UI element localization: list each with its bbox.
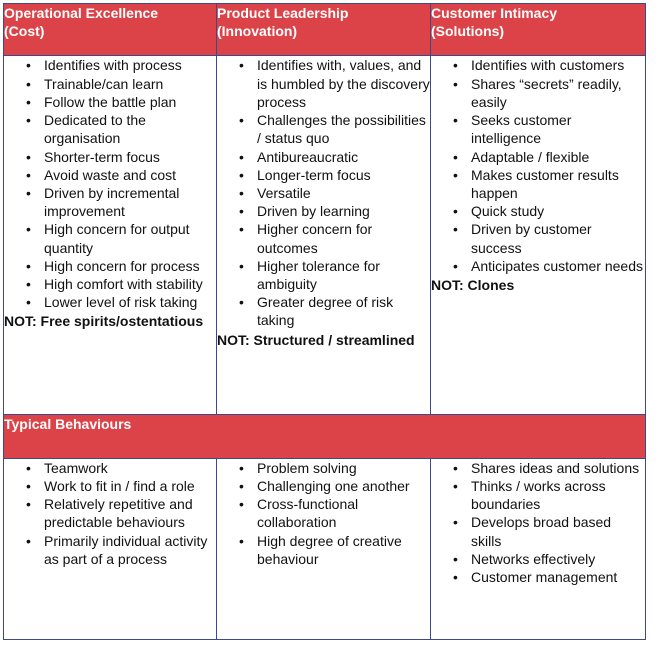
list-item: • Networks effectively — [431, 550, 645, 568]
list-item: • Follow the battle plan — [4, 93, 216, 111]
list-item: • Quick study — [431, 202, 645, 220]
behaviours-list — [217, 459, 430, 568]
header-title: Customer Intimacy — [431, 5, 558, 21]
not-text: NOT: Structured / streamlined — [217, 331, 415, 348]
behaviours-cell-customer-intimacy — [431, 458, 646, 639]
typical-behaviours-header: Typical Behaviours — [4, 414, 646, 458]
list-item: • Shares ideas and solutions — [431, 459, 645, 477]
header-title: Product Leadership — [217, 5, 349, 21]
list-item: • Driven by customer success — [431, 220, 645, 256]
list-item: • Driven by incremental improvement — [4, 184, 216, 220]
behaviours-row — [4, 458, 646, 639]
list-item: • High degree of creative behaviour — [217, 532, 430, 568]
not-text: NOT: Clones — [431, 276, 515, 293]
list-item: • Shares “secrets” readily, easily — [431, 75, 645, 111]
list-item: • Teamwork — [4, 459, 216, 477]
header-subtitle: (Innovation) — [217, 23, 298, 39]
behaviours-cell-product-leadership — [217, 458, 431, 639]
header-operational-excellence — [4, 4, 217, 56]
list-item: • Cross-functional collaboration — [217, 495, 430, 531]
list-item: • Challenges the possibilities / status quo — [217, 111, 430, 147]
list-item: • Problem solving — [217, 459, 430, 477]
list-item: • Makes customer results happen — [431, 166, 645, 202]
list-item: • Work to fit in / find a role — [4, 477, 216, 495]
header-subtitle: (Solutions) — [431, 23, 505, 39]
header-row — [4, 4, 646, 56]
list-item: • Relatively repetitive and predictable behaviours — [4, 495, 216, 531]
list-item: • Versatile — [217, 184, 430, 202]
list-item: • Seeks customer intelligence — [431, 111, 645, 147]
traits-list — [431, 56, 645, 274]
list-item: • Longer-term focus — [217, 166, 430, 184]
list-item: • Identifies with, values, and is humbled by the discovery process — [217, 56, 430, 111]
list-item: • Thinks / works across boundaries — [431, 477, 645, 513]
list-item: • Identifies with customers — [431, 56, 645, 74]
list-item: • Identifies with process — [4, 56, 216, 74]
header-subtitle: (Cost) — [4, 23, 45, 39]
list-item: • Dedicated to the organisation — [4, 111, 216, 147]
traits-list — [217, 56, 430, 329]
list-item: • High concern for process — [4, 257, 216, 275]
behaviours-cell-operational-excellence — [4, 458, 217, 639]
list-item: • Challenging one another — [217, 477, 430, 495]
not-text: NOT: Free spirits/ostentatious — [4, 313, 204, 330]
list-item: • High comfort with stability — [4, 275, 216, 293]
list-item: • Primarily individual activity as part of a process — [4, 532, 216, 568]
list-item: • Develops broad based skills — [431, 513, 645, 549]
header-title: Operational Excellence — [4, 5, 159, 21]
behaviours-header-row — [4, 414, 646, 458]
list-item: • Anticipates customer needs — [431, 257, 645, 275]
list-item: • Trainable/can learn — [4, 75, 216, 93]
list-item: • Greater degree of risk taking — [217, 293, 430, 329]
list-item: • Antibureaucratic — [217, 148, 430, 166]
list-item: • Driven by learning — [217, 202, 430, 220]
traits-cell-product-leadership — [217, 56, 431, 414]
list-item: • Adaptable / flexible — [431, 148, 645, 166]
behaviours-list — [431, 459, 645, 586]
traits-cell-customer-intimacy — [431, 56, 646, 414]
list-item: • Customer management — [431, 568, 645, 586]
value-disciplines-table — [3, 3, 646, 640]
list-item: • Avoid waste and cost — [4, 166, 216, 184]
list-item: • Lower level of risk taking — [4, 293, 216, 311]
behaviours-list — [4, 459, 216, 568]
traits-row — [4, 56, 646, 414]
list-item: • Higher tolerance for ambiguity — [217, 257, 430, 293]
header-product-leadership — [217, 4, 431, 56]
traits-cell-operational-excellence — [4, 56, 217, 414]
list-item: • Shorter-term focus — [4, 148, 216, 166]
list-item: • Higher concern for outcomes — [217, 220, 430, 256]
traits-list — [4, 56, 216, 311]
list-item: • High concern for output quantity — [4, 220, 216, 256]
header-customer-intimacy — [431, 4, 646, 56]
